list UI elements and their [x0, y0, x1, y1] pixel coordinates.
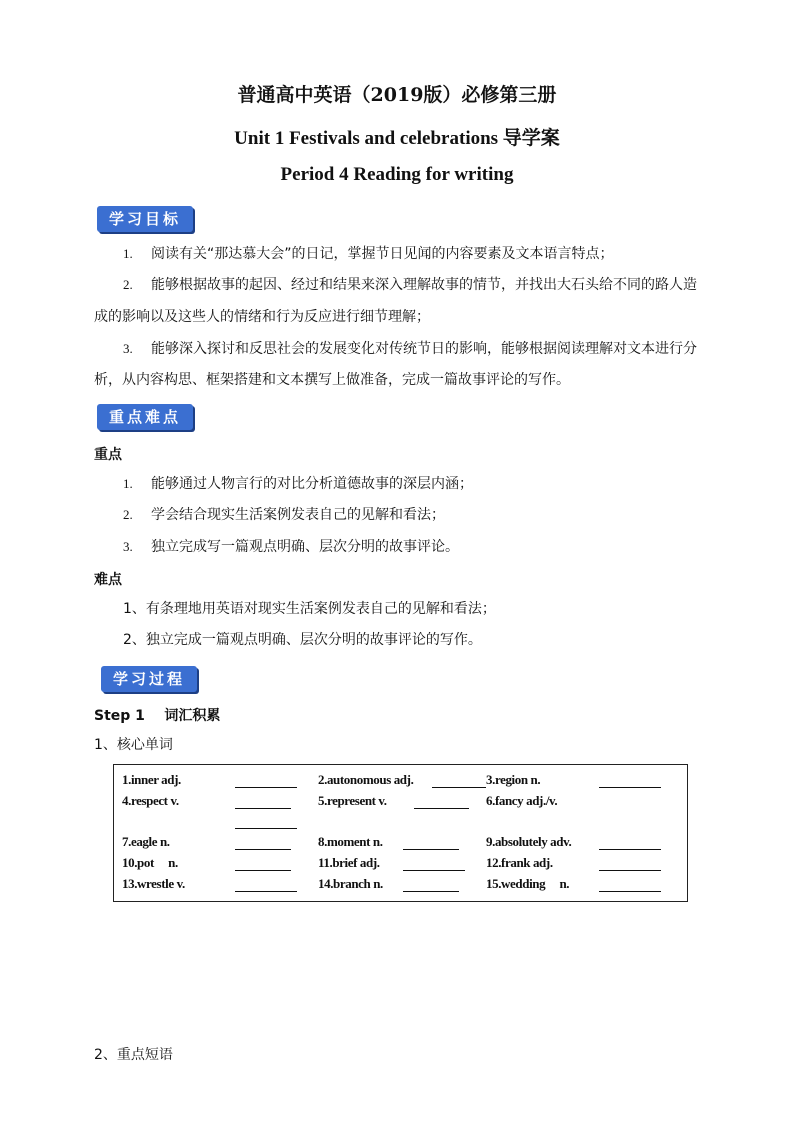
key-phrases-heading: 2、重点短语 [94, 1047, 173, 1063]
vocab-word-14: 14.branch n. [318, 876, 383, 891]
vocab-word-15: 15.wedding n. [486, 876, 570, 891]
objective-text-3: 能够深入探讨和反思社会的发展变化对传统节日的影响，能够根据阅读理解对文本进行分 [151, 341, 697, 357]
objective-item-3 [123, 341, 697, 357]
key-item-2 [123, 507, 445, 523]
key-num-2: 2. [123, 507, 133, 522]
objective-num-2: 2. [123, 277, 133, 292]
vocab-word-13: 13.wrestle v. [122, 876, 185, 891]
vocab-blank-2[interactable] [432, 787, 486, 788]
key-num-1: 1. [123, 476, 133, 491]
vocab-blank-6[interactable] [235, 828, 297, 829]
vocab-blank-9[interactable] [599, 849, 661, 850]
vocab-word-10: 10.pot n. [122, 855, 178, 870]
objectives-badge: 学习目标 [97, 206, 193, 232]
objective-text-2-cont: 成的影响以及这些人的情绪和行为反应进行细节理解； [94, 309, 430, 325]
vocab-blank-12[interactable] [599, 870, 661, 871]
objective-num-3: 3. [123, 341, 133, 356]
vocab-blank-4[interactable] [235, 808, 291, 809]
key-num-3: 3. [123, 539, 133, 554]
document-title: 普通高中英语（2019版）必修第三册 [237, 84, 557, 106]
vocab-word-5: 5.represent v. [318, 793, 387, 808]
vocab-word-12: 12.frank adj. [486, 855, 553, 870]
key-item-1 [123, 476, 473, 492]
objective-text-3-cont: 析，从内容构思、框架搭建和文本撰写上做准备，完成一篇故事评论的写作。 [94, 372, 570, 388]
vocab-blank-11[interactable] [403, 870, 465, 871]
vocab-blank-14[interactable] [403, 891, 459, 892]
key-item-3 [123, 539, 459, 555]
difficulty-item-2: 2、独立完成一篇观点明确、层次分明的故事评论的写作。 [123, 632, 482, 648]
unit-title: Unit 1 Festivals and celebrations 导学案 [234, 128, 560, 149]
core-words-heading: 1、核心单词 [94, 737, 173, 753]
vocab-blank-10[interactable] [235, 870, 291, 871]
key-heading: 重点 [94, 447, 122, 463]
vocab-word-6: 6.fancy adj./v. [486, 793, 558, 808]
vocab-word-1: 1.inner adj. [122, 772, 181, 787]
vocab-blank-8[interactable] [403, 849, 459, 850]
vocab-blank-15[interactable] [599, 891, 661, 892]
difficulty-item-1: 1、有条理地用英语对现实生活案例发表自己的见解和看法； [123, 601, 496, 617]
period-title: Period 4 Reading for writing [280, 164, 514, 185]
step1-heading: Step 1 词汇积累 [94, 708, 221, 724]
vocab-blank-7[interactable] [235, 849, 291, 850]
key-text-2: 学会结合现实生活案例发表自己的见解和看法； [151, 507, 445, 523]
objective-num-1: 1. [123, 246, 133, 261]
vocab-table [113, 764, 688, 902]
vocab-word-2: 2.autonomous adj. [318, 772, 414, 787]
key-text-1: 能够通过人物言行的对比分析道德故事的深层内涵； [151, 476, 473, 492]
vocab-blank-5[interactable] [414, 808, 469, 809]
objective-item-2 [123, 277, 697, 293]
difficulty-heading: 难点 [94, 572, 122, 588]
vocab-blank-3[interactable] [599, 787, 661, 788]
vocab-word-11: 11.brief adj. [318, 855, 380, 870]
vocab-blank-13[interactable] [235, 891, 297, 892]
vocab-word-4: 4.respect v. [122, 793, 179, 808]
vocab-word-8: 8.moment n. [318, 834, 383, 849]
objective-item-1 [123, 246, 614, 262]
vocab-blank-1[interactable] [235, 787, 297, 788]
vocab-word-3: 3.region n. [486, 772, 541, 787]
objective-text-2: 能够根据故事的起因、经过和结果来深入理解故事的情节，并找出大石头给不同的路人造 [151, 277, 697, 293]
key-text-3: 独立完成写一篇观点明确、层次分明的故事评论。 [151, 539, 459, 555]
process-badge: 学习过程 [101, 666, 197, 692]
vocab-word-7: 7.eagle n. [122, 834, 170, 849]
vocab-word-9: 9.absolutely adv. [486, 834, 572, 849]
keypoints-badge: 重点难点 [97, 404, 193, 430]
objective-text-1: 阅读有关“那达慕大会”的日记，掌握节日见闻的内容要素及文本语言特点； [151, 246, 614, 262]
